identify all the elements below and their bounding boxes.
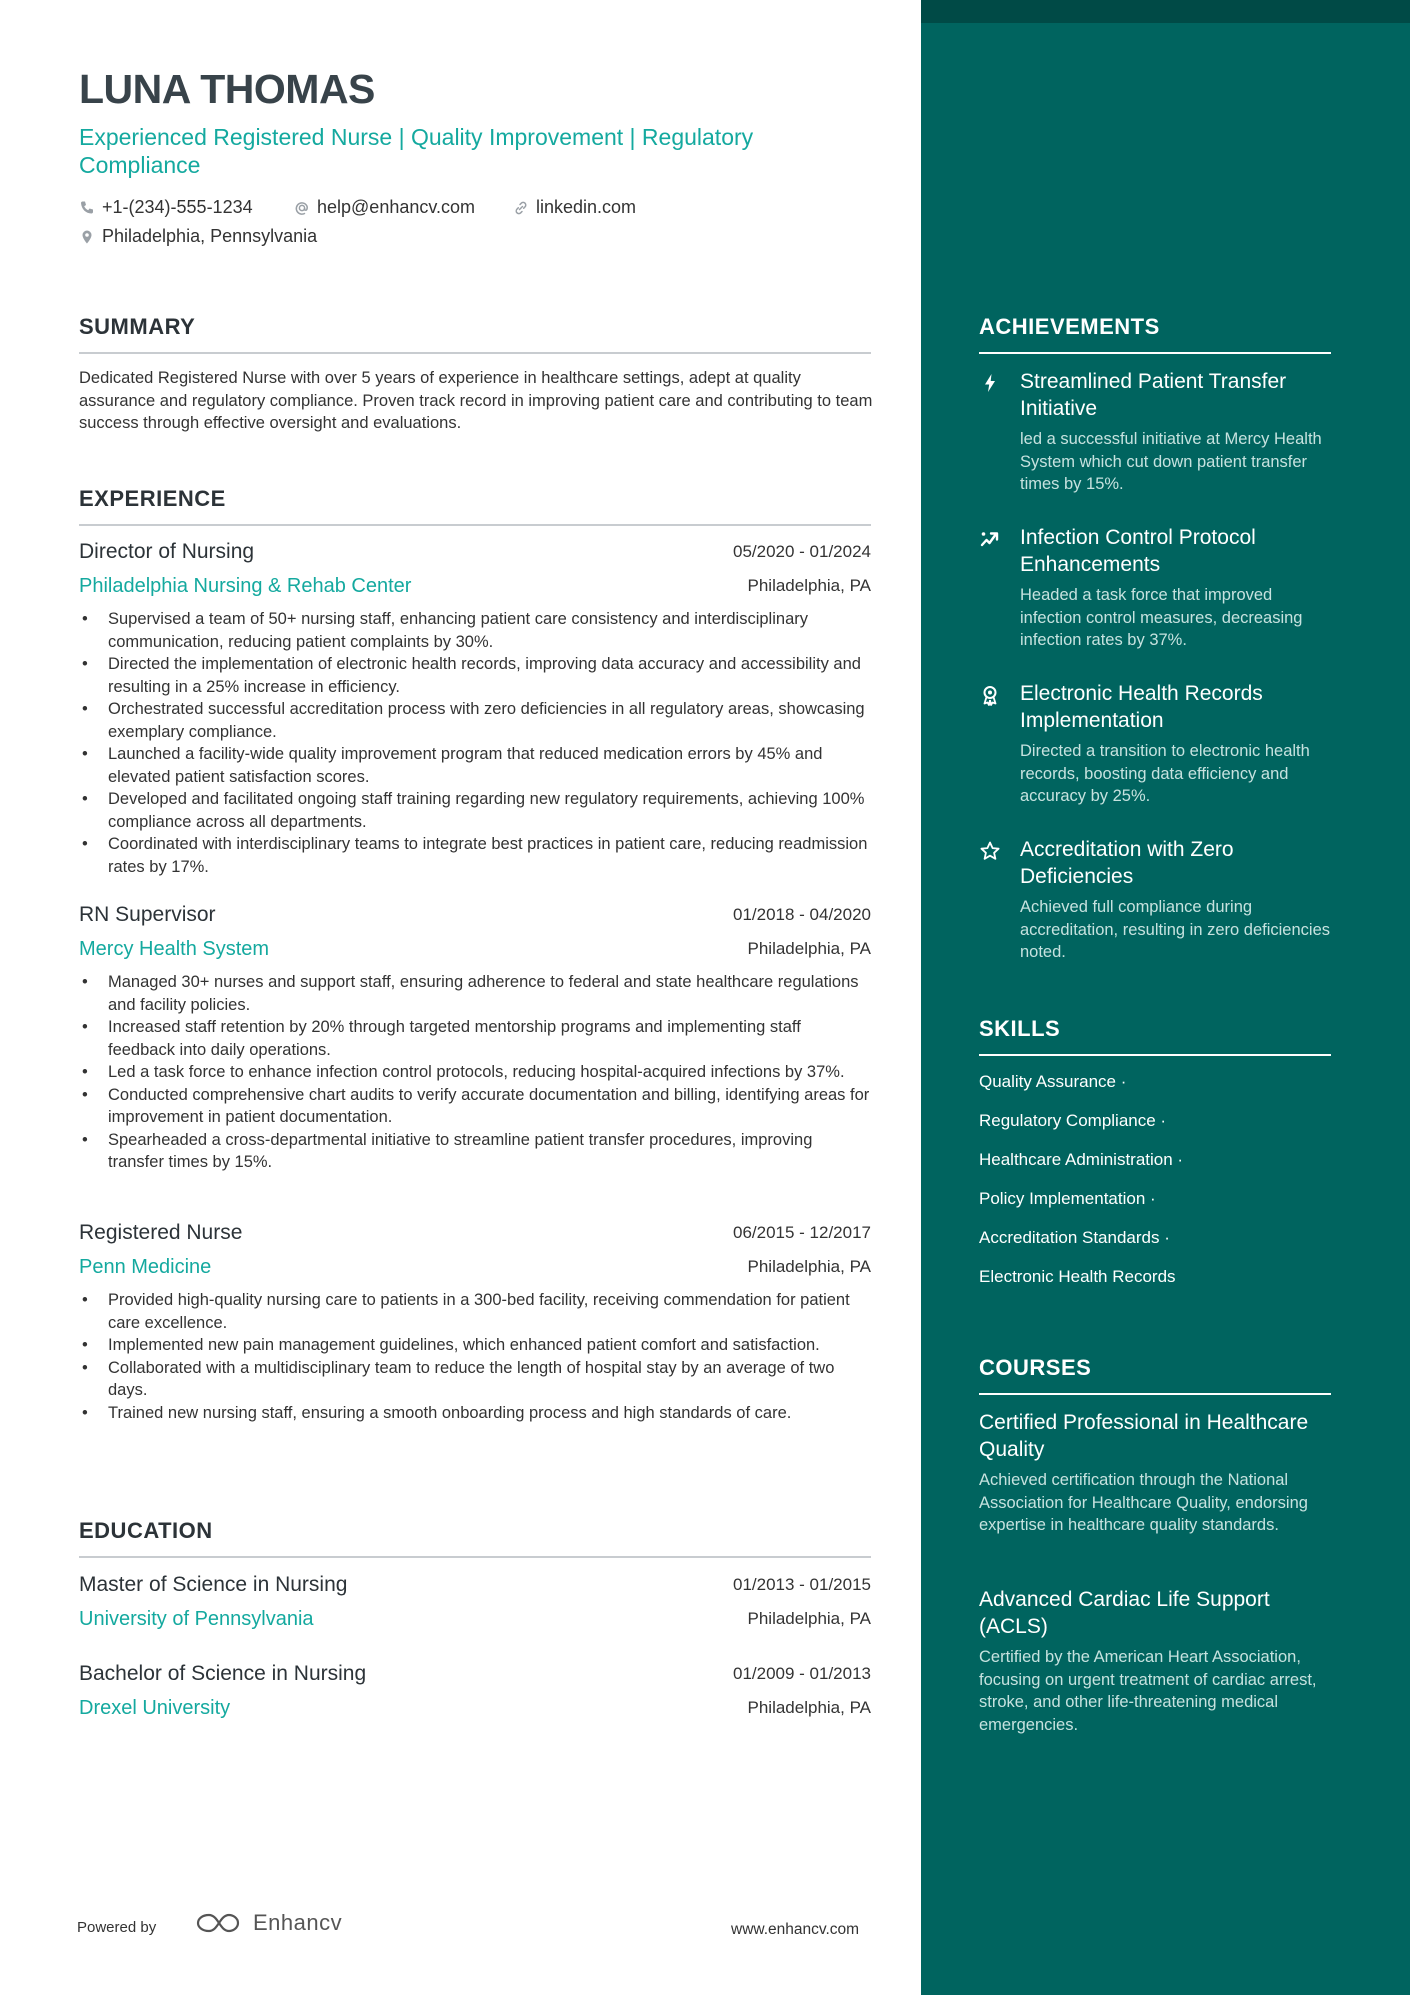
enhancv-logo[interactable] xyxy=(195,1910,342,1936)
degree-title: Bachelor of Science in Nursing xyxy=(79,1662,367,1685)
education-dates: 01/2009 - 01/2013 xyxy=(732,1664,871,1683)
course-title: Certified Professional in Healthcare Quality xyxy=(979,1411,1309,1461)
headline: Experienced Registered Nurse | Quality Improvement | Regulatory Compliance xyxy=(79,124,754,178)
candidate-name: LUNA THOMAS xyxy=(79,66,375,112)
course-title: Advanced Cardiac Life Support (ACLS) xyxy=(979,1588,1270,1638)
achievement-item xyxy=(979,368,1331,496)
contact-linkedin[interactable] xyxy=(513,197,636,218)
summary-divider xyxy=(79,352,871,354)
skill-item: Accreditation Standards · xyxy=(979,1228,1170,1247)
school-location: Philadelphia, PA xyxy=(747,1609,871,1628)
brand-name: Enhancv xyxy=(253,1910,343,1935)
achievement-item xyxy=(979,680,1331,808)
education-heading: EDUCATION xyxy=(79,1518,213,1543)
job-dates: 01/2018 - 04/2020 xyxy=(732,905,871,924)
skill-item: Electronic Health Records xyxy=(979,1267,1176,1286)
degree-title: Master of Science in Nursing xyxy=(79,1573,348,1596)
award-ribbon-icon xyxy=(979,684,1001,706)
achievement-title: Accreditation with Zero Deficiencies xyxy=(1020,838,1234,888)
school-name: University of Pennsylvania xyxy=(79,1608,314,1630)
powered-by-label: Powered by xyxy=(77,1919,157,1936)
contact-phone[interactable] xyxy=(79,197,253,218)
job-bullet: • Spearheaded a cross-departmental initiative to streamline patient transfer procedures, improving transfer times by 15%. xyxy=(79,1129,871,1174)
company-name: Mercy Health System xyxy=(79,938,270,960)
achievement-title: Streamlined Patient Transfer Initiative xyxy=(1020,370,1287,420)
skill-item: Policy Implementation · xyxy=(979,1189,1156,1208)
job-bullet: • Collaborated with a multidisciplinary team to reduce the length of hospital stay by an average of two days. xyxy=(79,1357,871,1402)
phone-icon xyxy=(79,200,95,216)
experience-divider xyxy=(79,524,871,526)
education-entry xyxy=(79,1573,871,1641)
company-name: Penn Medicine xyxy=(79,1256,212,1278)
star-icon xyxy=(979,840,1001,862)
job-bullet: • Managed 30+ nurses and support staff, ensuring adherence to federal and state healthcare regulations and facility policies. xyxy=(79,971,871,1016)
achievement-description: led a successful initiative at Mercy Health System which cut down patient transfer times by 15%. xyxy=(1020,430,1322,493)
skill-item: Quality Assurance · xyxy=(979,1072,1127,1091)
location-text: Philadelphia, Pennsylvania xyxy=(102,226,318,246)
experience-heading: EXPERIENCE xyxy=(79,486,226,511)
job-dates: 06/2015 - 12/2017 xyxy=(732,1223,871,1242)
job-bullet: • Directed the implementation of electronic health records, improving data accuracy and accessibility and resulting in a 25% increase in efficiency. xyxy=(79,653,871,698)
email-text: help@enhancv.com xyxy=(317,197,476,217)
enhancv-logo-icon xyxy=(195,1910,241,1936)
achievement-title: Electronic Health Records Implementation xyxy=(1020,682,1263,732)
summary-heading: SUMMARY xyxy=(79,314,196,339)
course-description: Certified by the American Heart Association, focusing on urgent treatment of cardiac arrest, stroke, and other life-threatening medical emergencies. xyxy=(979,1648,1317,1734)
job-bullet: • Developed and facilitated ongoing staff training regarding new regulatory requirements, achieving 100% compliance across all departments. xyxy=(79,788,871,833)
job-bullet: • Provided high-quality nursing care to patients in a 300-bed facility, receiving commendation for patient care excellence. xyxy=(79,1289,871,1334)
achievement-description: Directed a transition to electronic health records, boosting data efficiency and accuracy by 25%. xyxy=(1020,742,1310,805)
job-dates: 05/2020 - 01/2024 xyxy=(732,542,871,561)
job-bullets xyxy=(79,971,871,1174)
job-location: Philadelphia, PA xyxy=(747,576,871,595)
contact-location xyxy=(79,226,317,247)
course-item xyxy=(979,1586,1331,1736)
job-bullets xyxy=(79,608,871,878)
linkedin-text: linkedin.com xyxy=(536,197,637,217)
job-location: Philadelphia, PA xyxy=(747,1257,871,1276)
job-bullet: • Supervised a team of 50+ nursing staff, enhancing patient care consistency and interdisciplinary communication, reducing patient complaints by 30%. xyxy=(79,608,871,653)
contact-email[interactable] xyxy=(294,197,475,218)
courses-divider xyxy=(979,1393,1331,1395)
sidebar-top-bar xyxy=(921,0,1410,23)
website-link[interactable]: www.enhancv.com xyxy=(731,1921,860,1938)
achievement-item xyxy=(979,524,1331,652)
experience-entry xyxy=(79,903,871,1174)
job-bullet: • Launched a facility-wide quality improvement program that reduced medication errors by 45% and elevated patient satisfaction scores. xyxy=(79,743,871,788)
achievements-divider xyxy=(979,352,1331,354)
achievements-heading: ACHIEVEMENTS xyxy=(979,314,1160,339)
job-title: RN Supervisor xyxy=(79,903,216,926)
education-dates: 01/2013 - 01/2015 xyxy=(732,1575,871,1594)
job-bullet: • Coordinated with interdisciplinary teams to integrate best practices in patient care, reducing readmission rates by 17%. xyxy=(79,833,871,878)
summary-text: Dedicated Registered Nurse with over 5 years of experience in healthcare settings, adept at quality assurance and regulatory compliance. Proven track record in improving patient care and contributing to team success through effective oversight and evaluations. xyxy=(79,369,873,432)
skill-item: Regulatory Compliance · xyxy=(979,1111,1167,1130)
job-bullet: • Orchestrated successful accreditation process with zero deficiencies in all regulatory areas, showcasing exemplary compliance. xyxy=(79,698,871,743)
job-title: Director of Nursing xyxy=(79,540,255,563)
experience-entry xyxy=(79,1221,871,1424)
course-description: Achieved certification through the National Association for Healthcare Quality, endorsing expertise in healthcare quality standards. xyxy=(979,1471,1308,1534)
job-title: Registered Nurse xyxy=(79,1221,243,1244)
achievement-item xyxy=(979,836,1331,964)
achievement-title: Infection Control Protocol Enhancements xyxy=(1020,526,1256,576)
location-pin-icon xyxy=(79,229,95,245)
skills-heading: SKILLS xyxy=(979,1016,1061,1041)
skills-divider xyxy=(979,1054,1331,1056)
trend-arrow-icon xyxy=(979,528,1001,550)
job-bullet: • Led a task force to enhance infection control protocols, reducing hospital-acquired infections by 37%. xyxy=(79,1061,871,1084)
company-name: Philadelphia Nursing & Rehab Center xyxy=(79,575,412,597)
at-sign-icon xyxy=(294,200,310,216)
school-name: Drexel University xyxy=(79,1697,231,1719)
job-bullet: • Increased staff retention by 20% through targeted mentorship programs and implementing staff feedback into daily operations. xyxy=(79,1016,871,1061)
course-item xyxy=(979,1409,1331,1537)
job-bullet: • Implemented new pain management guidelines, which enhanced patient comfort and satisfaction. xyxy=(79,1334,871,1357)
job-bullet: • Trained new nursing staff, ensuring a smooth onboarding process and high standards of care. xyxy=(79,1402,871,1425)
link-icon xyxy=(513,200,529,216)
lightning-bolt-icon xyxy=(979,372,1001,394)
job-bullet: • Conducted comprehensive chart audits to verify accurate documentation and billing, identifying areas for improvement in patient documentation. xyxy=(79,1084,871,1129)
school-location: Philadelphia, PA xyxy=(747,1698,871,1717)
job-location: Philadelphia, PA xyxy=(747,939,871,958)
education-entry xyxy=(79,1662,871,1730)
experience-entry xyxy=(79,540,871,878)
education-divider xyxy=(79,1556,871,1558)
achievement-description: Achieved full compliance during accreditation, resulting in zero deficiencies noted. xyxy=(1020,898,1330,961)
job-bullets xyxy=(79,1289,871,1424)
phone-text: +1-(234)-555-1234 xyxy=(102,197,253,217)
achievement-description: Headed a task force that improved infection control measures, decreasing infection rates by 37%. xyxy=(1020,586,1303,649)
courses-heading: COURSES xyxy=(979,1355,1092,1380)
skill-item: Healthcare Administration · xyxy=(979,1150,1184,1169)
